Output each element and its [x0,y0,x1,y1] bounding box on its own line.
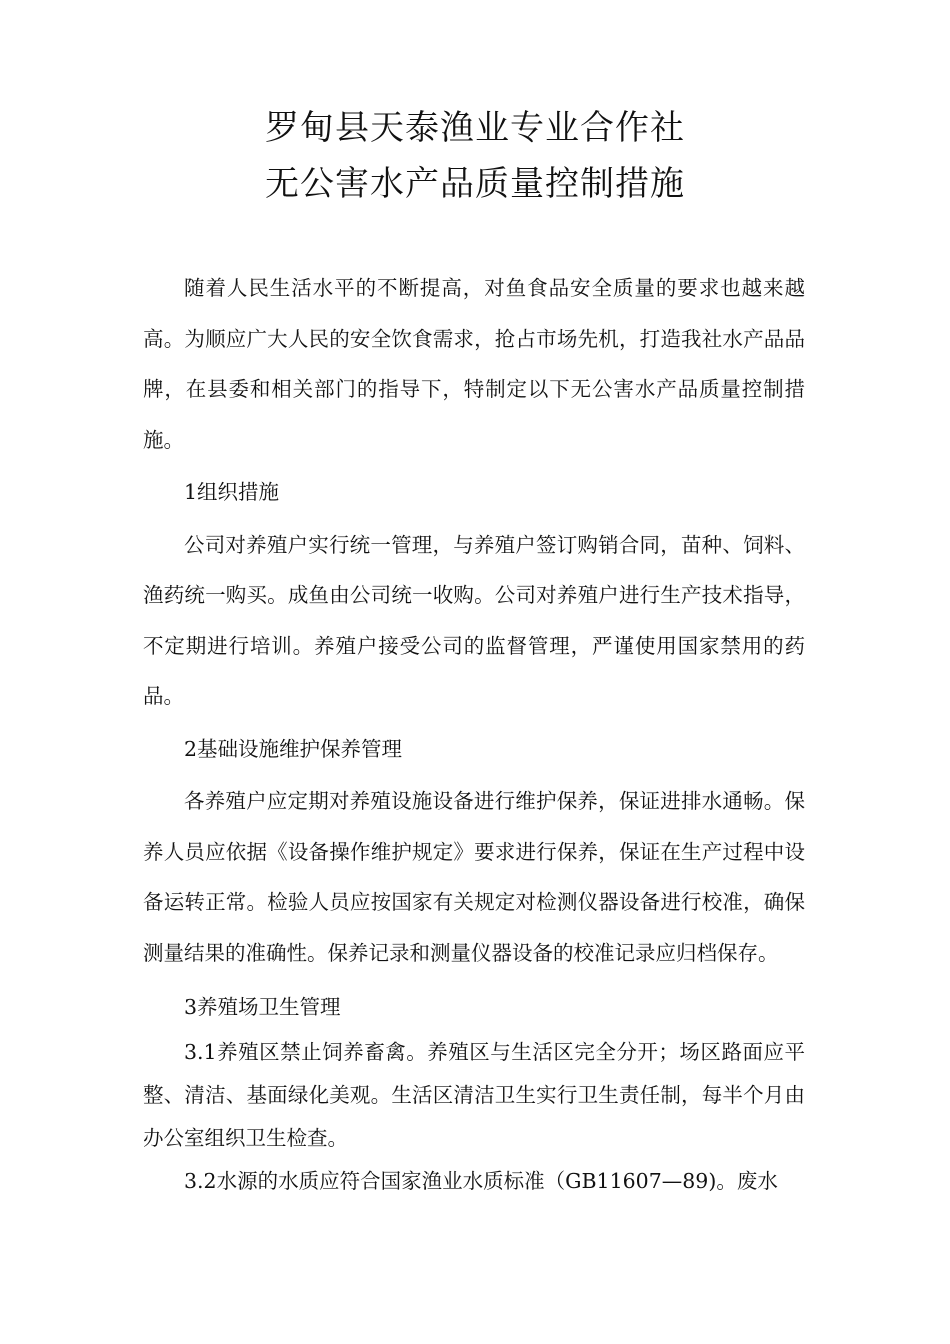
title-line-2: 无公害水产品质量控制措施 [265,164,685,204]
section-3-2-paragraph: 3.2水源的水质应符合国家渔业水质标准（GB11607—89)。废水 [184,1169,778,1193]
section-1-paragraph: 公司对养殖户实行统一管理，与养殖户签订购销合同，苗种、饲料、渔药统一购买。成鱼由公司统一收购。公司对养殖户进行生产技术指导，不定期进行培训。养殖户接受公司的监督管理，严谨使用国家禁用的药品。 [143,532,805,708]
section-heading-1: 1组织措施 [184,480,280,504]
intro-paragraph: 随着人民生活水平的不断提高，对鱼食品安全质量的要求也越来越高。为顺应广大人民的安全饮食需求，抢占市场先机，打造我社水产品品牌，在县委和相关部门的指导下，特制定以下无公害水产品质量控制措施。 [143,276,805,452]
section-2-paragraph: 各养殖户应定期对养殖设施设备进行维护保养，保证进排水通畅。保养人员应依据《设备操作维护规定》要求进行保养，保证在生产过程中设备运转正常。检验人员应按国家有关规定对检测仪器设备进行校准，确保测量结果的准确性。保养记录和测量仪器设备的校准记录应归档保存。 [143,789,805,965]
document-title [0,100,950,212]
section-heading-3: 3养殖场卫生管理 [184,995,341,1019]
section-gap [143,978,805,984]
section-heading-2: 2基础设施维护保养管理 [184,736,403,761]
document-body [143,263,805,1203]
title-line-1: 罗甸县天泰渔业专业合作社 [265,108,685,148]
section-3-1-paragraph: 3.1养殖区禁止饲养畜禽。养殖区与生活区完全分开；场区路面应平整、清洁、基面绿化美观。生活区清洁卫生实行卫生责任制，每半个月由办公室组织卫生检查。 [143,1040,805,1150]
